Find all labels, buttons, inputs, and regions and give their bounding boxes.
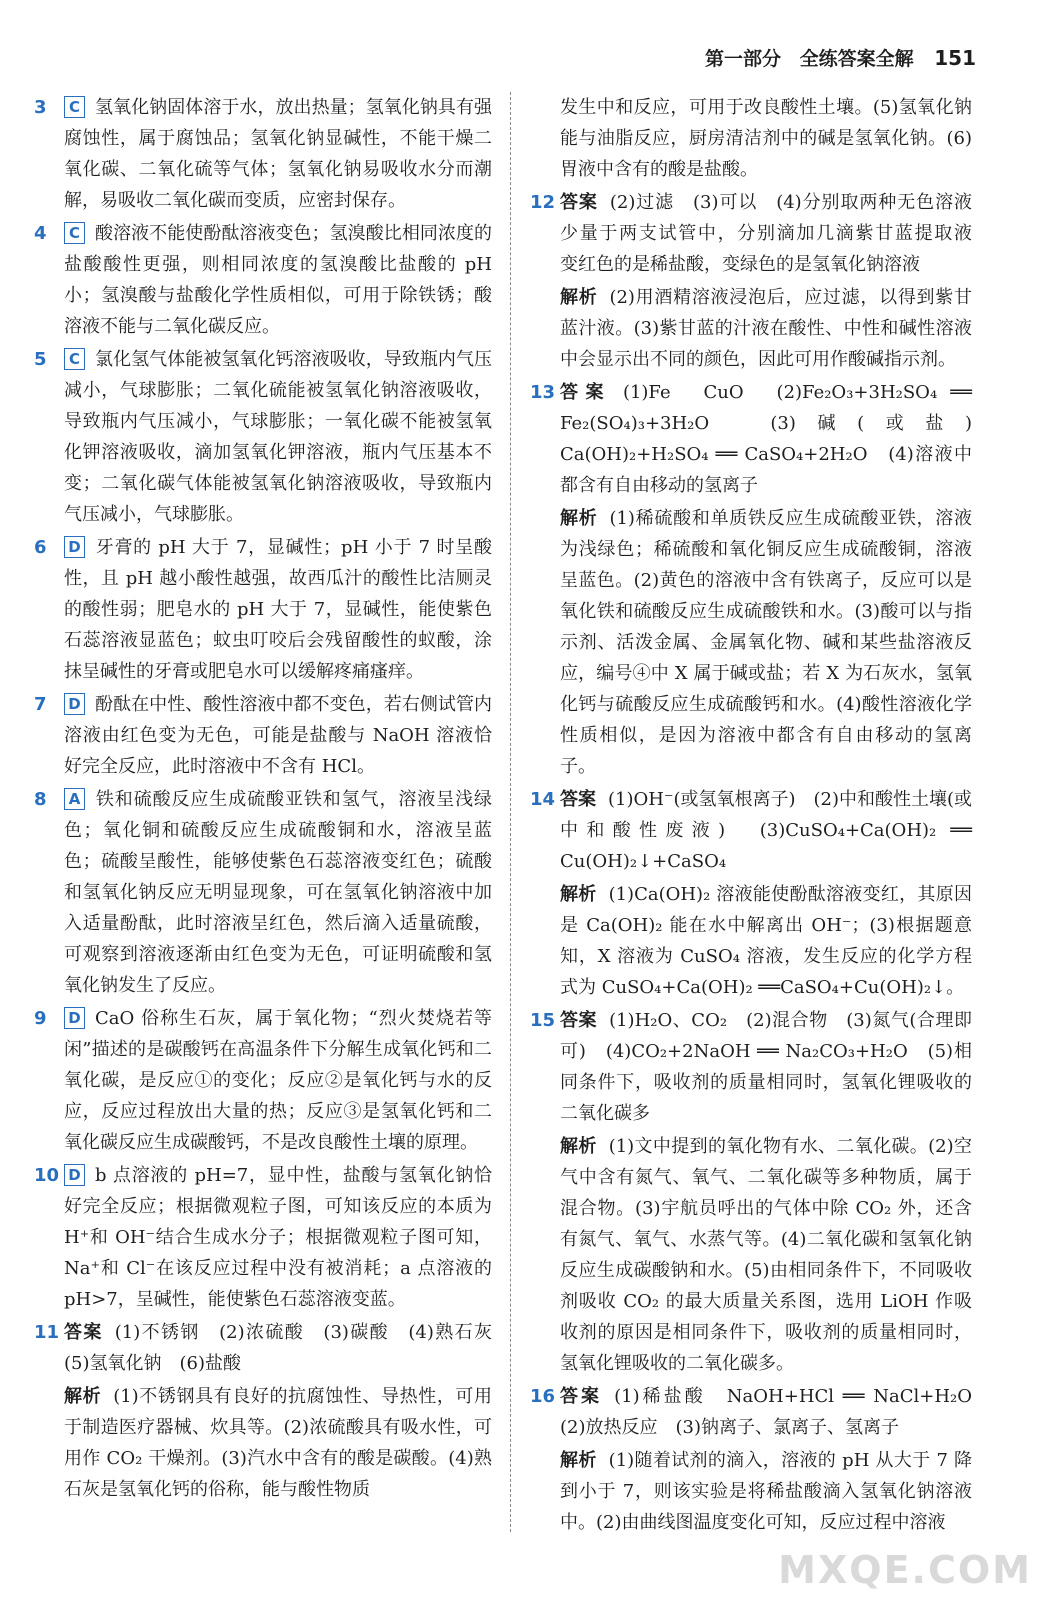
right-column [530,92,991,1540]
answer-tag: 解析 [560,287,598,308]
question-number: 7 [34,694,47,715]
answer-text: (1)文中提到的氧化物有水、二氧化碳。(2)空气中含有氮气、氧气、二氧化碳等多种物质，属于混合物。(3)宇航员呼出的气体中除 CO₂ 外，还含有氮气、氧气、水蒸气等。(4)二氧化碳和氢氧化钠反应生成碳酸钠和水。(5)由相同条件下，不同吸收剂吸收 CO₂ 的最大质量关系图，选用 LiOH 作吸收剂的原因是相同条件下，吸收剂的质量相同时，氢氧化锂吸收的二氧化碳多。 [560,1136,972,1374]
answer-item [530,879,972,1003]
answer-text: 酚酞在中性、酸性溶液中都不变色，若右侧试管内溶液由红色变为无色，可能是盐酸与 NaOH 溶液恰好完全反应，此时溶液中不含有 HCl。 [64,694,492,777]
answer-item [530,1131,972,1379]
question-number: 5 [34,349,47,370]
answer-item [34,532,492,687]
answer-text: (1)不锈钢 (2)浓硫酸 (3)碳酸 (4)熟石灰 (5)氢氧化钠 (6)盐酸 [64,1322,510,1374]
answer-choice: A [64,788,85,810]
answer-item [34,689,492,782]
answer-text: (2)用酒精溶液浸泡后，应过滤，以得到紫甘蓝汁液。(3)紫甘蓝的汁液在酸性、中性和碱性溶液中会显示出不同的颜色，因此可用作酸碱指示剂。 [560,287,972,370]
answer-text: CaO 俗称生石灰，属于氧化物；“烈火焚烧若等闲”描述的是碳酸钙在高温条件下分解生成氧化钙和二氧化碳，是反应①的变化；反应②是氧化钙与水的反应，反应过程放出大量的热；反应③是氢氧化钙和二氧化碳反应生成碳酸钙，不是改良酸性土壤的原理。 [64,1008,492,1153]
answer-item [34,1160,492,1315]
answer-item [530,1381,991,1443]
page-number: 151 [934,46,976,70]
column-divider [510,92,511,1532]
answer-tag: 解析 [64,1386,102,1407]
answer-item [530,282,972,375]
question-number: 3 [34,97,47,118]
section-label: 第一部分 [704,48,781,70]
answer-tag: 解析 [560,884,597,905]
answer-item [34,92,492,216]
answer-choice: C [64,96,85,118]
answer-tag: 答案 [560,1010,598,1031]
question-number: 15 [530,1010,556,1031]
answer-choice: D [64,693,85,715]
answer-text: (1)OH⁻(或氢氧根离子) (2)中和酸性土壤(或中和酸性废液) (3)CuSO₄+Ca(OH)₂ ══ Cu(OH)₂↓+CaSO₄ [560,789,973,872]
question-number: 11 [34,1322,60,1343]
answer-tag: 解析 [560,1136,597,1157]
answer-text: (1)稀盐酸 NaOH+HCl ══ NaCl+H₂O (2)放热反应 (3)钠离子、氯离子、氢离子 [560,1386,991,1438]
answer-item [34,1317,510,1379]
answer-item [530,1005,972,1129]
answer-choice: D [64,1007,85,1029]
answer-text: 牙膏的 pH 大于 7，显碱性；pH 小于 7 时呈酸性，且 pH 越小酸性越强，故西瓜汁的酸性比洁厕灵的酸性弱；肥皂水的 pH 大于 7，显碱性，能使紫色石蕊溶液显蓝色；蚊虫叮咬后会残留酸性的蚁酸，涂抹呈碱性的牙膏或肥皂水可以缓解疼痛瘙痒。 [64,537,492,682]
answer-item [530,187,990,280]
header-title: 全练答案全解 [799,48,914,70]
answer-text: (1)H₂O、CO₂ (2)混合物 (3)氮气(合理即可) (4)CO₂+2NaOH ══ Na₂CO₃+H₂O (5)相同条件下，吸收剂的质量相同时，氢氧化锂吸收的二氧化碳多 [560,1010,973,1124]
answer-text: (1)随着试剂的滴入，溶液的 pH 从大于 7 降到小于 7，则该实验是将稀盐酸滴入氢氧化钠溶液中。(2)由曲线图温度变化可知，反应过程中溶液 [560,1450,973,1533]
question-number: 6 [34,537,47,558]
answer-text: 发生中和反应，可用于改良酸性土壤。(5)氢氧化钠能与油脂反应，厨房清洁剂中的碱是氢氧化钠。(6)胃液中含有的酸是盐酸。 [560,97,972,180]
answer-text: 酸溶液不能使酚酞溶液变色；氢溴酸比相同浓度的盐酸酸性更强，则相同浓度的氢溴酸比盐酸的 pH 小；氢溴酸与盐酸化学性质相似，可用于除铁锈；酸溶液不能与二氧化碳反应。 [64,223,492,337]
answer-item [34,1381,492,1505]
watermark: MXQE.COM [778,1548,1032,1592]
answer-choice: D [64,536,85,558]
answer-text: 氢氧化钠固体溶于水，放出热量；氢氧化钠具有强腐蚀性，属于腐蚀品；氢氧化钠显碱性，不能干燥二氧化碳、二氧化硫等气体；氢氧化钠易吸收水分而潮解，易吸收二氧化碳而变质，应密封保存。 [64,97,492,211]
question-number: 10 [34,1165,60,1186]
answer-item [34,344,492,530]
answer-choice: C [64,348,85,370]
question-number: 13 [530,382,556,403]
answer-tag: 答案 [560,789,596,810]
question-number: 9 [34,1008,47,1029]
question-number: 4 [34,223,47,244]
answer-text: (1)Ca(OH)₂ 溶液能使酚酞溶液变红，其原因是 Ca(OH)₂ 能在水中解离出 OH⁻；(3)根据题意知，X 溶液为 CuSO₄ 溶液，发生反应的化学方程式为 CuSO₄+Ca(OH)₂ ══CaSO₄+Cu(OH)₂↓。 [560,884,973,998]
question-number: 8 [34,789,47,810]
answer-text: (1)稀硫酸和单质铁反应生成硫酸亚铁，溶液为浅绿色；稀硫酸和氧化铜反应生成硫酸铜，溶液呈蓝色。(2)黄色的溶液中含有铁离子，反应可以是氧化铁和硫酸反应生成硫酸铁和水。(3)酸可以与指示剂、活泼金属、金属氧化物、碱和某些盐溶液反应，编号④中 X 属于碱或盐；若 X 为石灰水，氢氧化钙与硫酸反应生成硫酸钙和水。(4)酸性溶液化学性质相似，是因为溶液中都含有自由移动的氢离子。 [560,508,972,777]
answer-text: 氯化氢气体能被氢氧化钙溶液吸收，导致瓶内气压减小，气球膨胀；二氧化硫能被氢氧化钠溶液吸收，导致瓶内气压减小，气球膨胀；一氧化碳不能被氢氧化钾溶液吸收，滴加氢氧化钾溶液，瓶内气压基本不变；二氧化碳气体能被氢氧化钠溶液吸收，导致瓶内气压减小，气球膨胀。 [64,349,492,525]
answer-item [530,92,972,185]
page-header [705,44,976,71]
answer-text: (1)Fe CuO (2)Fe₂O₃+3H₂SO₄ ══ Fe₂(SO₄)₃+3H₂O (3)碱(或盐) Ca(OH)₂+H₂SO₄ ══ CaSO₄+2H₂O (4)溶液中都含有自由移动的氢离子 [560,382,990,496]
answer-text: (1)不锈钢具有良好的抗腐蚀性、导热性，可用于制造医疗器械、炊具等。(2)浓硫酸具有吸水性，可用作 CO₂ 干燥剂。(3)汽水中含有的酸是碳酸。(4)熟石灰是氢氧化钙的俗称，能与酸性物质 [64,1386,493,1500]
answer-item [34,218,492,342]
question-number: 14 [530,789,556,810]
question-number: 16 [530,1386,556,1407]
question-number: 12 [530,192,556,213]
answer-tag: 答案 [560,1386,603,1407]
answer-item [34,1003,492,1158]
answer-text: (2)过滤 (3)可以 (4)分别取两种无色溶液少量于两支试管中，分别滴加几滴紫甘蓝提取液 变红色的是稀盐酸，变绿色的是氢氧化钠溶液 [560,192,990,275]
left-column [34,92,510,1507]
answer-item [530,377,990,501]
answer-text: b 点溶液的 pH=7，显中性，盐酸与氢氧化钠恰好完全反应；根据微观粒子图，可知该反应的本质为 H⁺和 OH⁻结合生成水分子；根据微观粒子图可知，Na⁺和 Cl⁻在该反应过程中没有被消耗；a 点溶液的 pH>7，呈碱性，能使紫色石蕊溶液变蓝。 [64,1165,492,1310]
answer-choice: C [64,222,85,244]
answer-tag: 答案 [560,192,598,213]
answer-item [530,503,972,782]
answer-tag: 答案 [560,382,611,403]
answer-tag: 解析 [560,508,598,529]
answer-tag: 答案 [64,1322,103,1343]
answer-item [530,1445,972,1538]
answer-choice: D [64,1164,85,1186]
answer-item [530,784,972,877]
answer-item [34,784,492,1001]
answer-tag: 解析 [560,1450,597,1471]
answer-text: 铁和硫酸反应生成硫酸亚铁和氢气，溶液呈浅绿色；氧化铜和硫酸反应生成硫酸铜和水，溶液呈蓝色；硫酸呈酸性，能够使紫色石蕊溶液变红色；硫酸和氢氧化钠反应无明显现象，可在氢氧化钠溶液中加入适量酚酞，此时溶液呈红色，然后滴入适量硫酸，可观察到溶液逐渐由红色变为无色，可证明硫酸和氢氧化钠发生了反应。 [64,789,492,996]
